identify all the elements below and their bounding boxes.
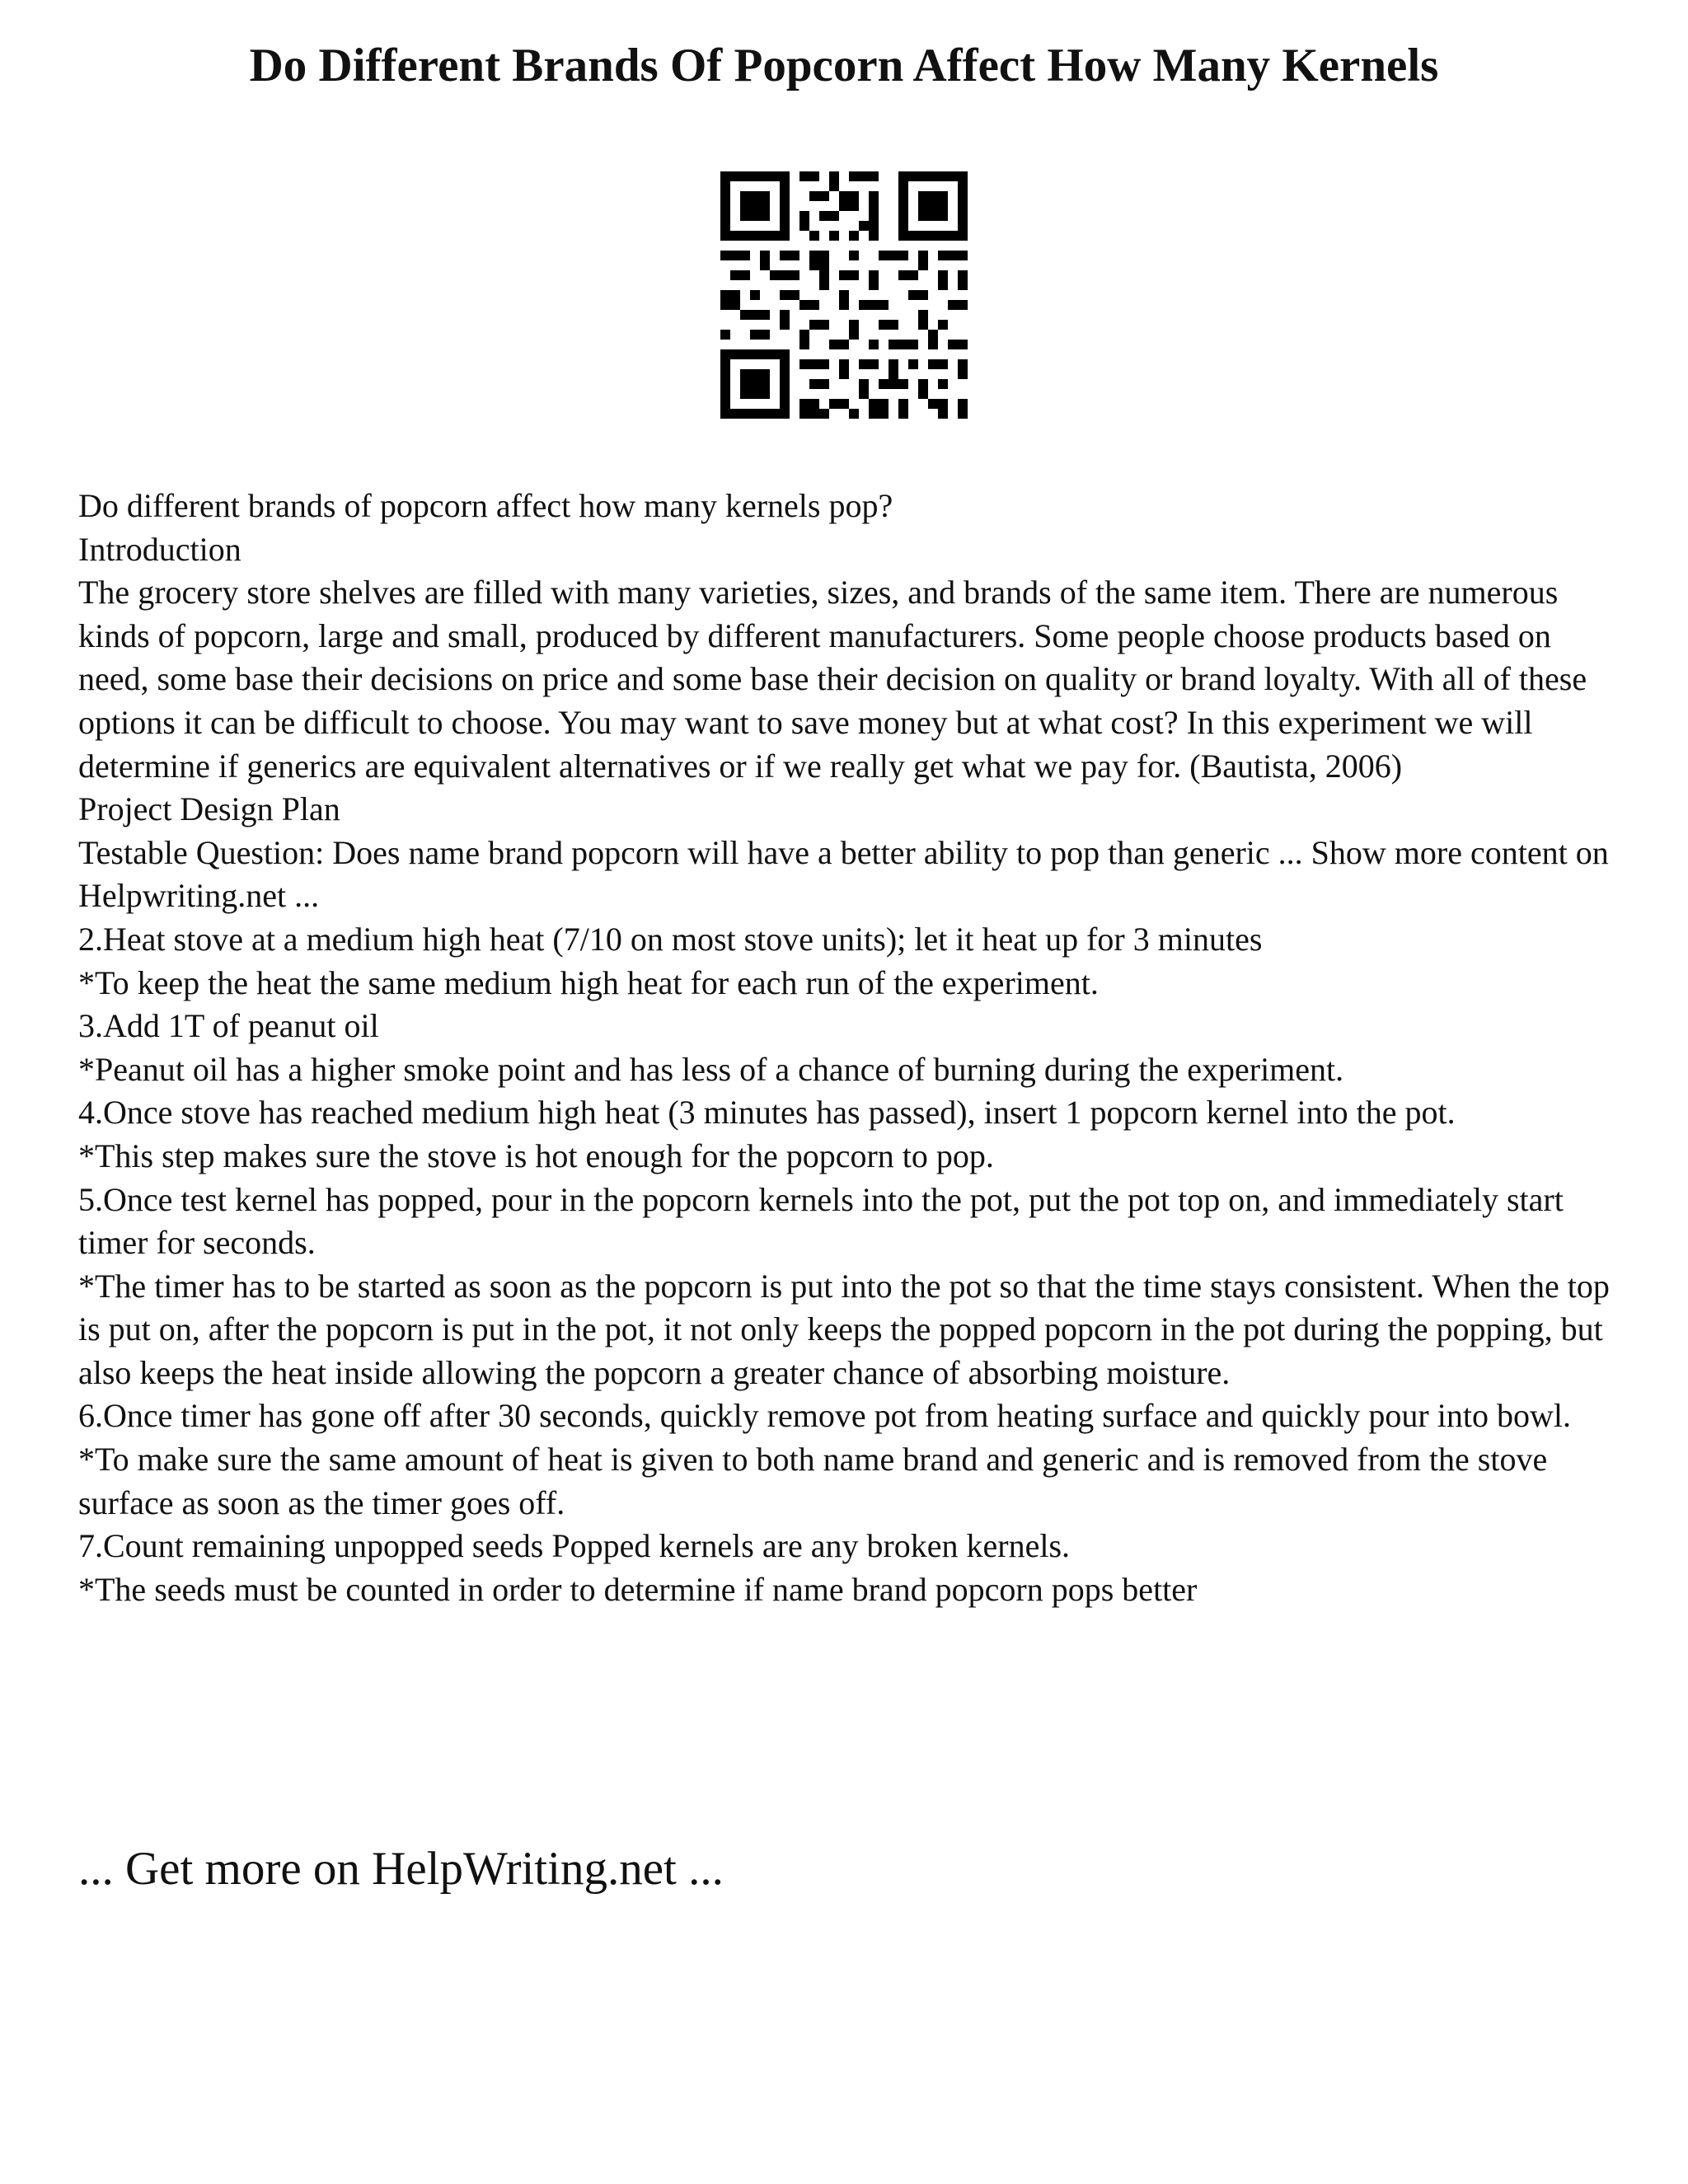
document-title: Do Different Brands Of Popcorn Affect How Many Kernels bbox=[249, 40, 1439, 91]
paragraph-step-6: 6.Once timer has gone off after 30 seconds, quickly remove pot from heating surface and quickly pour into bowl. bbox=[78, 1397, 1571, 1435]
paragraph-testable-question: Testable Question: Does name brand popcorn will have a better ability to pop than generic ... Show more content on Helpwriting.net ... bbox=[78, 833, 1609, 915]
paragraph-step-4-note: *This step makes sure the stove is hot enough for the popcorn to pop. bbox=[78, 1137, 994, 1174]
paragraph-introduction: The grocery store shelves are filled with many varieties, sizes, and brands of the same item. There are numerous kinds of popcorn, large and small, produced by different manufacturers. Some people choose products based on need, some base their decisions on price and some base their decision on quality or brand loyalty. With all of these options it can be difficult to choose. You may want to save money but at what cost? In this experiment we will determine if generics are equivalent alternatives or if we really get what we pay for. (Bautista, 2006) bbox=[78, 574, 1587, 785]
get-more-link[interactable]: ... Get more on HelpWriting.net ... bbox=[78, 1843, 724, 1895]
document-body bbox=[78, 485, 1620, 1611]
paragraph-step-7: 7.Count remaining unpopped seeds Popped kernels are any broken kernels. bbox=[78, 1527, 1071, 1565]
paragraph-step-5: 5.Once test kernel has popped, pour in the popcorn kernels into the pot, put the pot top on, and immediately start timer for seconds. bbox=[78, 1180, 1564, 1262]
qr-code-graphic bbox=[720, 171, 968, 419]
paragraph-step-4: 4.Once stove has reached medium high heat (3 minutes has passed), insert 1 popcorn kernel into the pot. bbox=[78, 1094, 1456, 1132]
paragraph-question: Do different brands of popcorn affect how many kernels pop? bbox=[78, 487, 893, 524]
heading-introduction: Introduction bbox=[78, 530, 241, 568]
paragraph-step-3-note: *Peanut oil has a higher smoke point and has less of a chance of burning during the experiment. bbox=[78, 1050, 1344, 1088]
paragraph-step-2: 2.Heat stove at a medium high heat (7/10 on most stove units); let it heat up for 3 minutes bbox=[78, 920, 1263, 958]
paragraph-step-2-note: *To keep the heat the same medium high heat for each run of the experiment. bbox=[78, 963, 1099, 1001]
paragraph-step-7-note: *The seeds must be counted in order to determine if name brand popcorn pops better bbox=[78, 1570, 1198, 1608]
paragraph-step-5-note: *The timer has to be started as soon as the popcorn is put into the pot so that the time stays consistent. When the top is put on, after the popcorn is put in the pot, it not only keeps the popped popcorn in the pot during the popping, but also keeps the heat inside allowing the popcorn a greater chance of absorbing moisture. bbox=[78, 1267, 1610, 1391]
qr-code-icon bbox=[720, 171, 968, 419]
heading-project-design-plan: Project Design Plan bbox=[78, 790, 340, 828]
paragraph-step-3: 3.Add 1T of peanut oil bbox=[78, 1007, 379, 1045]
paragraph-step-6-note: *To make sure the same amount of heat is given to both name brand and generic and is removed from the stove surface as soon as the timer goes off. bbox=[78, 1441, 1548, 1521]
